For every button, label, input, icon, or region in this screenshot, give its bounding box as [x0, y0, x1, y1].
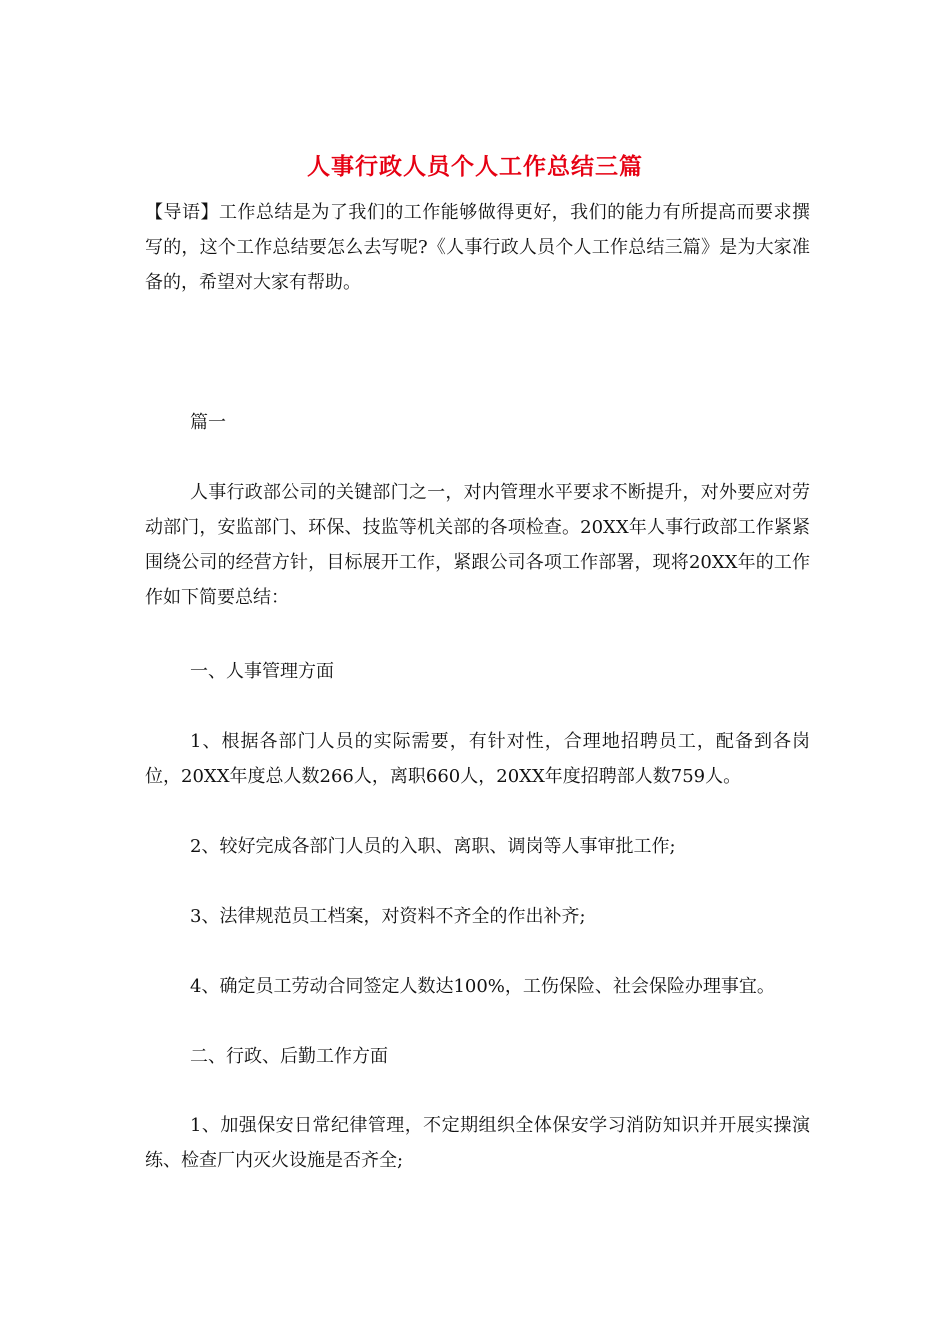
list-item: 1、根据各部门人员的实际需要，有针对性，合理地招聘员工，配备到各岗位，20XX年度总人数266人，离职660人，20XX年度招聘部人数759人。 [145, 731, 810, 787]
subheading-hr: 一、人事管理方面 [190, 661, 334, 682]
body-paragraph: 人事行政部公司的关键部门之一，对内管理水平要求不断提升，对外要应对劳动部门，安监部门、环保、技监等机关部的各项检查。20XX年人事行政部工作紧紧围绕公司的经营方针，目标展开工作，紧跟公司各项工作部署，现将20XX年的工作作如下简要总结： [145, 482, 810, 608]
list-item: 3、法律规范员工档案，对资料不齐全的作出补齐; [190, 906, 586, 927]
list-item: 2、较好完成各部门人员的入职、离职、调岗等人事审批工作; [190, 836, 676, 857]
intro-paragraph: 【导语】工作总结是为了我们的工作能够做得更好，我们的能力有所提高而要求撰写的，这个工作总结要怎么去写呢?《人事行政人员个人工作总结三篇》是为大家准备的，希望对大家有帮助。 [145, 202, 810, 293]
list-item: 4、确定员工劳动合同签定人数达100%，工伤保险、社会保险办理事宜。 [190, 976, 775, 997]
subheading-admin: 二、行政、后勤工作方面 [190, 1046, 388, 1067]
section-heading: 篇一 [190, 412, 226, 433]
list-item: 1、加强保安日常纪律管理，不定期组织全体保安学习消防知识并开展实操演练、检查厂内灭火设施是否齐全; [145, 1115, 810, 1171]
document-title: 人事行政人员个人工作总结三篇 [307, 153, 643, 180]
